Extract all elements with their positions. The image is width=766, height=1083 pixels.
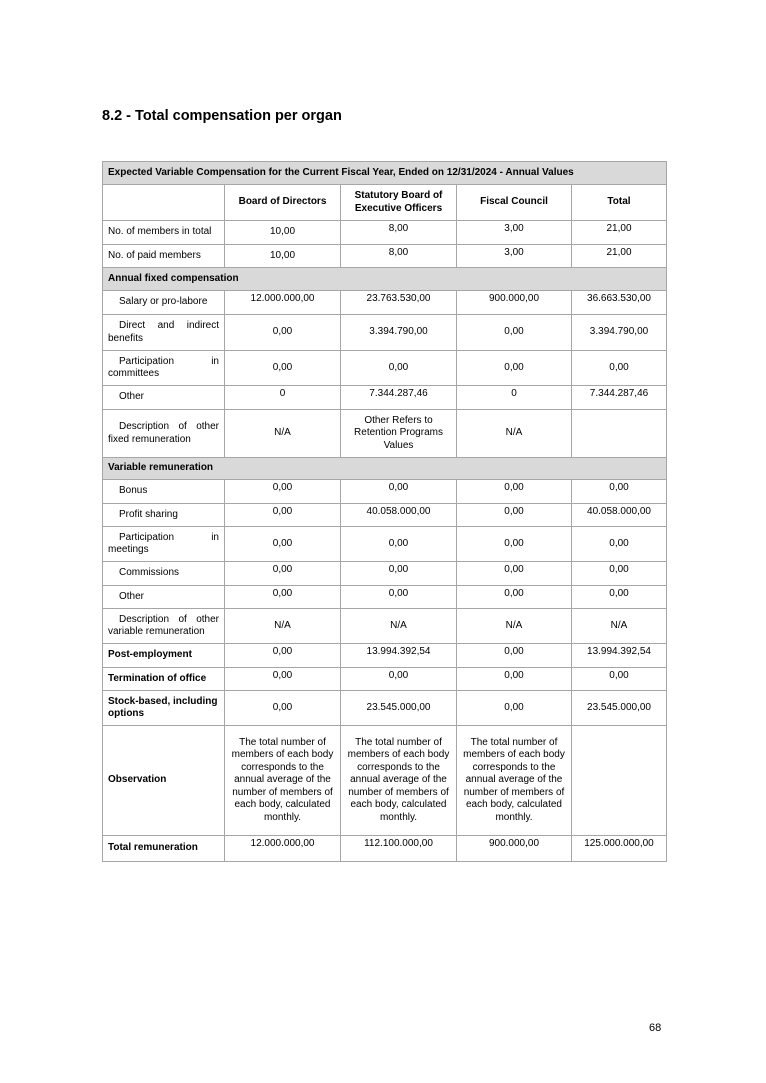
cell-statutory-board: 23.545.000,00 xyxy=(341,691,457,726)
cell-fiscal-council: 0 xyxy=(457,386,572,410)
cell-statutory-board: 23.763.530,00 xyxy=(341,291,457,315)
column-header-statutory-board: Statutory Board of Executive Officers xyxy=(341,185,457,221)
column-header-row xyxy=(103,185,667,221)
section-header-variable: Variable remuneration xyxy=(103,458,667,480)
cell-fiscal-council: 0,00 xyxy=(457,668,572,691)
cell-statutory-board: 0,00 xyxy=(341,668,457,691)
table-row xyxy=(103,504,667,527)
table-row xyxy=(103,480,667,504)
cell-fiscal-council: 0,00 xyxy=(457,480,572,504)
cell-fiscal-council: 3,00 xyxy=(457,221,572,245)
cell-board-of-directors: 0,00 xyxy=(225,562,341,586)
cell-total: 0,00 xyxy=(572,527,667,562)
table-row xyxy=(103,221,667,245)
cell-fiscal-council: 0,00 xyxy=(457,562,572,586)
table-row xyxy=(103,527,667,562)
row-label: Total remuneration xyxy=(103,836,225,862)
cell-board-of-directors: N/A xyxy=(225,410,341,458)
row-label: Stock-based, including options xyxy=(103,691,225,726)
cell-total: 125.000.000,00 xyxy=(572,836,667,862)
row-label: Post-employment xyxy=(103,644,225,668)
row-label: Description of other variable remuneration xyxy=(103,609,225,644)
cell-total: 7.344.287,46 xyxy=(572,386,667,410)
table-row xyxy=(103,351,667,386)
table-row xyxy=(103,562,667,586)
cell-statutory-board: 13.994.392,54 xyxy=(341,644,457,668)
column-header-fiscal-council: Fiscal Council xyxy=(457,185,572,221)
cell-total: 0,00 xyxy=(572,586,667,609)
table-row xyxy=(103,245,667,268)
table-row xyxy=(103,726,667,836)
cell-total: 21,00 xyxy=(572,221,667,245)
column-header-total: Total xyxy=(572,185,667,221)
table-row xyxy=(103,609,667,644)
row-label: Participation in meetings xyxy=(103,527,225,562)
cell-fiscal-council: The total number of members of each body corresponds to the annual average of the number of members of each body, calculated monthly. xyxy=(457,726,572,836)
cell-total: 0,00 xyxy=(572,351,667,386)
cell-statutory-board: 0,00 xyxy=(341,562,457,586)
cell-statutory-board: 8,00 xyxy=(341,221,457,245)
row-label: Salary or pro-labore xyxy=(103,291,225,315)
cell-fiscal-council: 0,00 xyxy=(457,691,572,726)
cell-board-of-directors: 0 xyxy=(225,386,341,410)
cell-board-of-directors: The total number of members of each body corresponds to the annual average of the number of members of each body, calculated monthly. xyxy=(225,726,341,836)
row-label: Observation xyxy=(103,726,225,836)
cell-statutory-board: Other Refers to Retention Programs Values xyxy=(341,410,457,458)
cell-total: 0,00 xyxy=(572,480,667,504)
table-row xyxy=(103,644,667,668)
cell-statutory-board: N/A xyxy=(341,609,457,644)
cell-fiscal-council: 0,00 xyxy=(457,351,572,386)
cell-board-of-directors: N/A xyxy=(225,609,341,644)
cell-statutory-board: 112.100.000,00 xyxy=(341,836,457,862)
cell-board-of-directors: 12.000.000,00 xyxy=(225,836,341,862)
table-row xyxy=(103,291,667,315)
cell-fiscal-council: 0,00 xyxy=(457,644,572,668)
table-row xyxy=(103,586,667,609)
cell-fiscal-council: N/A xyxy=(457,410,572,458)
table-row xyxy=(103,691,667,726)
section-row xyxy=(103,268,667,291)
cell-total: 23.545.000,00 xyxy=(572,691,667,726)
cell-fiscal-council: N/A xyxy=(457,609,572,644)
table-row xyxy=(103,410,667,458)
row-label: Termination of office xyxy=(103,668,225,691)
cell-board-of-directors: 0,00 xyxy=(225,668,341,691)
cell-fiscal-council: 900.000,00 xyxy=(457,291,572,315)
table-caption: Expected Variable Compensation for the Current Fiscal Year, Ended on 12/31/2024 - Annual Values xyxy=(103,162,667,185)
cell-total: 0,00 xyxy=(572,562,667,586)
cell-fiscal-council: 0,00 xyxy=(457,527,572,562)
row-label: No. of members in total xyxy=(103,221,225,245)
section-row xyxy=(103,458,667,480)
cell-statutory-board: 0,00 xyxy=(341,351,457,386)
row-label: Participation in committees xyxy=(103,351,225,386)
cell-fiscal-council: 0,00 xyxy=(457,586,572,609)
cell-total xyxy=(572,410,667,458)
cell-statutory-board: 0,00 xyxy=(341,527,457,562)
page-number: 68 xyxy=(649,1022,662,1034)
cell-statutory-board: 0,00 xyxy=(341,586,457,609)
row-label: Other xyxy=(103,586,225,609)
cell-statutory-board: 8,00 xyxy=(341,245,457,268)
cell-total xyxy=(572,726,667,836)
table-caption-row xyxy=(103,162,667,185)
cell-board-of-directors: 12.000.000,00 xyxy=(225,291,341,315)
cell-total: 40.058.000,00 xyxy=(572,504,667,527)
cell-statutory-board: 0,00 xyxy=(341,480,457,504)
row-label: Direct and indirect benefits xyxy=(103,315,225,351)
cell-board-of-directors: 0,00 xyxy=(225,691,341,726)
cell-fiscal-council: 0,00 xyxy=(457,315,572,351)
row-label: Profit sharing xyxy=(103,504,225,527)
cell-statutory-board: The total number of members of each body corresponds to the annual average of the number of members of each body, calculated monthly. xyxy=(341,726,457,836)
row-label: No. of paid members xyxy=(103,245,225,268)
cell-board-of-directors: 0,00 xyxy=(225,586,341,609)
cell-total: 13.994.392,54 xyxy=(572,644,667,668)
row-label: Other xyxy=(103,386,225,410)
cell-statutory-board: 40.058.000,00 xyxy=(341,504,457,527)
cell-board-of-directors: 10,00 xyxy=(225,221,341,245)
cell-statutory-board: 7.344.287,46 xyxy=(341,386,457,410)
cell-board-of-directors: 0,00 xyxy=(225,351,341,386)
table-row xyxy=(103,386,667,410)
header-empty-cell xyxy=(103,185,225,221)
row-label: Bonus xyxy=(103,480,225,504)
section-title: 8.2 - Total compensation per organ xyxy=(102,108,342,124)
row-label: Commissions xyxy=(103,562,225,586)
cell-total: 0,00 xyxy=(572,668,667,691)
cell-statutory-board: 3.394.790,00 xyxy=(341,315,457,351)
column-header-board-of-directors: Board of Directors xyxy=(225,185,341,221)
table-row xyxy=(103,836,667,862)
cell-board-of-directors: 0,00 xyxy=(225,527,341,562)
cell-board-of-directors: 0,00 xyxy=(225,480,341,504)
compensation-table xyxy=(102,161,667,862)
cell-board-of-directors: 0,00 xyxy=(225,644,341,668)
cell-total: 21,00 xyxy=(572,245,667,268)
cell-total: 3.394.790,00 xyxy=(572,315,667,351)
cell-fiscal-council: 3,00 xyxy=(457,245,572,268)
table-row xyxy=(103,668,667,691)
section-header-annual-fixed: Annual fixed compensation xyxy=(103,268,667,291)
table-row xyxy=(103,315,667,351)
cell-total: 36.663.530,00 xyxy=(572,291,667,315)
cell-board-of-directors: 0,00 xyxy=(225,504,341,527)
cell-board-of-directors: 0,00 xyxy=(225,315,341,351)
cell-board-of-directors: 10,00 xyxy=(225,245,341,268)
cell-fiscal-council: 0,00 xyxy=(457,504,572,527)
cell-total: N/A xyxy=(572,609,667,644)
row-label: Description of other fixed remuneration xyxy=(103,410,225,458)
cell-fiscal-council: 900.000,00 xyxy=(457,836,572,862)
